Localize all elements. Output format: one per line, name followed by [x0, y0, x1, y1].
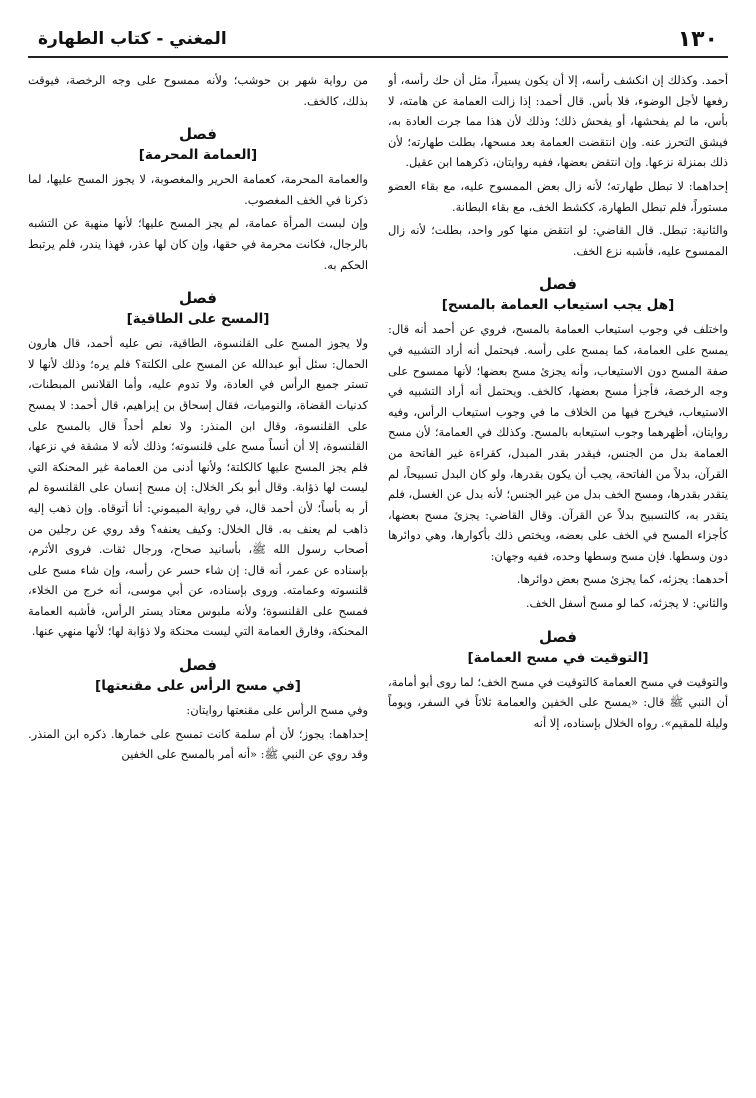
- section-subheading: [التوقيت في مسح العمامة]: [467, 649, 649, 666]
- section-heading: فصل: [179, 289, 217, 308]
- paragraph: والعمامة المحرمة، كعمامة الحرير والمغصوبة، لا يجوز المسح عليها، لما ذكرنا في الخف المغصوب.: [28, 172, 368, 207]
- section-heading: فصل: [539, 627, 577, 646]
- paragraph: والتوقيت في مسح العمامة كالتوقيت في مسح الخف؛ لما روى أبو أمامة، أن النبي ﷺ قال: «يمسح على الخفين والعمامة ثلاثاً في السفر، ويوماً وليلة للمقيم». رواه الخلال بإسناده، إلا أنه: [388, 674, 728, 730]
- paragraph: أحدهما: يجزئه، كما يجزئ مسح بعض دوائرها.: [516, 572, 728, 587]
- paragraph: وإن لبست المرأة عمامة، لم يجز المسح عليها؛ لأنها منهية عن التشبه بالرجال، فكانت محرمة في حقها، وإن كان لها عذر، فهذا يندر، فلم يرتبط الحكم به.: [28, 216, 368, 272]
- section-subheading: [العمامة المحرمة]: [138, 147, 258, 164]
- right-column: [388, 70, 728, 1080]
- paragraph: إحداهما: يجوز؛ لأن أم سلمة كانت تمسح على خمارها. ذكره ابن المنذر. وقد روي عن النبي ﷺ: «أنه أمر بالمسح على الخفين: [28, 726, 368, 762]
- page-number: ١٣٠: [677, 26, 718, 52]
- paragraph: واختلف في وجوب استيعاب العمامة بالمسح، فروي عن أحمد أنه قال: يمسح على العمامة، كما يمسح على رأسه. فيحتمل أنه أراد التشبيه في صفة المسح دون الاستيعاب، وأنه يجزئ مسح بعضها؛ لأنها ممسوح على وجه الرخصة، فأجزأ مسح بعضها، كالخف. ويحتمل أنه أراد التشبيه في الاستيعاب، فيخرج فيها من الخلاف ما في وجوب استيعاب الرأس، وفيه روايتان، أظهرهما وجوب استيعابه بالمسح. وكذلك في العمامة؛ لأن مسح العمامة بدل من الجنس، فيقدر بقدر المبدل، كقراءة غير الفاتحة من القرآن، بدلاً من الفاتحة، يجب أن يكون بقدرها، ولو كان البدل تسبيحاً، لم يتقدر بقدرها، ومسح الخف بدل من غير الجنس؛ لأنه بدل عن الغسل، فلم يتقدر به، كالتسبيح بدلاً عن القرآن. وقال القاضي: يجزئ مسح بعضها، كأجزاء المسح في الخف على بعضه، ويختص ذلك بأكوارها، وهي دوائرها دون وسطها. فإن مسح وسطها وحده، ففيه وجهان:: [388, 322, 728, 563]
- paragraph: من رواية شهر بن حوشب؛ ولأنه ممسوح على وجه الرخصة، فيوقت بذلك، كالخف.: [28, 73, 368, 108]
- left-column: [28, 70, 368, 1080]
- paragraph: أحمد. وكذلك إن انكشف رأسه، إلا أن يكون يسيراً، مثل أن حك رأسه، أو رفعها لأجل الوضوء، فلا بأس. قال أحمد: إذا زالت العمامة عن هامته، لا بأس، ما لم يفحشها، أو يفحش ذلك؛ وذلك لأن هذا مما جرت العادة به، فيشق التحرز عنه. وإن انتقضت العمامة بعد مسحها، بطلت طهارته؛ لأن ذلك بمنزلة نزعها. وإن انتقض بعضها، ففيه روايتان، ذكرهما ابن عقيل.: [388, 73, 728, 170]
- page-header: [28, 22, 728, 58]
- text-columns: [28, 70, 728, 1080]
- section-subheading: [هل يجب استيعاب العمامة بالمسح]: [441, 297, 675, 314]
- section-heading: فصل: [179, 125, 217, 144]
- paragraph: إحداهما: لا تبطل طهارته؛ لأنه زال بعض الممسوح عليه، مع بقاء العضو مستوراً، فلم تبطل الطهارة، ككشط الخف، مع بقاء البطانة.: [388, 178, 728, 214]
- paragraph: ولا يجوز المسح على القلنسوة، الطاقية، نص عليه أحمد، قال هارون الحمال: سئل أبو عبدالله عن المسح على الكلتة؟ فلم يره؛ وذلك لأنها لا تستر جميع الرأس في العادة، ولا تدوم عليه، وأما القلانس المبطنات، كدنيات القضاة، والنوميات، فقال إسحاق بن إبراهيم، قال أحمد: لا يمسح على القلنسوة، وقال ابن المنذر: ولا نعلم أحداً قال بالمسح على القلنسوة، إلا أن أنساً مسح على قلنسوته؛ وذلك لأنه لا مشقة في نزعها، فلم يجز المسح عليها كالكلتة؛ ولأنها أدنى من العمامة غير المحنكة التي ليست لها ذؤابة. وقال أبو بكر الخلال: إن مسح إنسان على القلنسوة لم أر به بأساً؛ لأن أحمد قال، في رواية الميموني: أنا أتوقاه. وإن ذهب إليه ذاهب لم يعنف به. قال الخلال: وكيف يعنفه؟ وقد روي عن رجلين من أصحاب رسول الله ﷺ، بأسانيد صحاح، ورجال ثقات. فروى الأثرم، بإسناده عن عمر، أنه قال: إن شاء حسر عن رأسه، وإن شاء مسح على قلنسوته وعمامته. وروى بإسناده، عن أبي موسى، أنه خرج من الخلاء، فمسح على القلنسوة؛ ولأنه ملبوس معتاد يستر الرأس، فأشبه العمامة المحنكة، وفارق العمامة التي ليست محنكة ولا ذؤابة لها؛ لأنها منهي عنها.: [28, 336, 368, 639]
- paragraph: وفي مسح الرأس على مقنعتها روايتان:: [186, 703, 368, 718]
- paragraph: والثانية: تبطل. قال القاضي: لو انتقض منها كور واحد، بطلت؛ لأنه زال الممسوح عليه، فأشبه نزع الخف.: [388, 223, 728, 258]
- running-title: المغني - كتاب الطهارة: [38, 29, 227, 49]
- section-subheading: [المسح على الطاقية]: [126, 311, 270, 328]
- section-heading: فصل: [539, 275, 577, 294]
- paragraph: والثاني: لا يجزئه، كما لو مسح أسفل الخف.: [525, 596, 728, 611]
- section-subheading: [في مسح الرأس على مقنعتها]: [95, 678, 301, 695]
- section-heading: فصل: [179, 656, 217, 675]
